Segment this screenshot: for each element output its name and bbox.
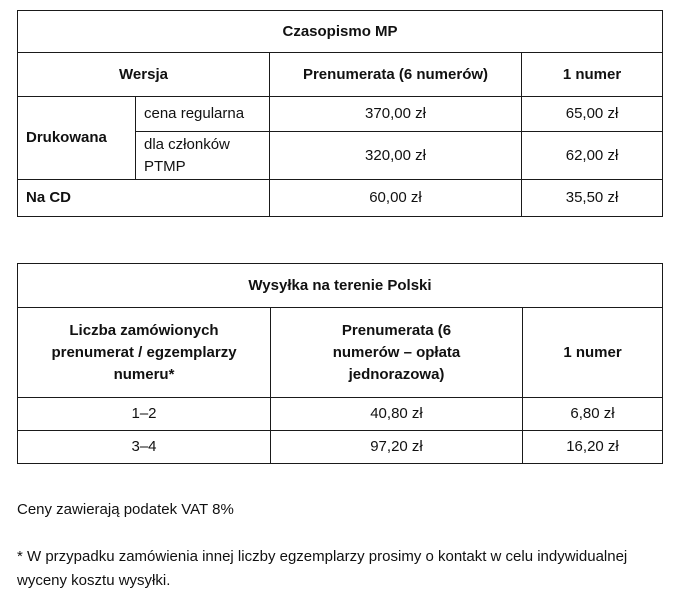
header-subscription: Prenumerata (6 numerów) bbox=[270, 53, 522, 97]
cell-shipping-subscription: 97,20 zł bbox=[271, 431, 523, 464]
cell-order-count: 1–2 bbox=[18, 398, 271, 431]
cell-shipping-single: 16,20 zł bbox=[523, 431, 663, 464]
cell-single-price: 62,00 zł bbox=[522, 132, 663, 180]
header-order-count: Liczba zamówionych prenumerat / egzemplarzy numeru* bbox=[18, 308, 271, 398]
cell-subscription-price: 320,00 zł bbox=[270, 132, 522, 180]
row-group-cd: Na CD bbox=[18, 180, 270, 217]
price-table bbox=[17, 10, 663, 217]
header-shipping-single: 1 numer bbox=[523, 308, 663, 398]
cell-order-count: 3–4 bbox=[18, 431, 271, 464]
cell-single-price: 65,00 zł bbox=[522, 97, 663, 132]
vat-note: Ceny zawierają podatek VAT 8% bbox=[17, 501, 234, 518]
row-variant-regular: cena regularna bbox=[136, 97, 270, 132]
footnote: * W przypadku zamówienia innej liczby egzemplarzy prosimy o kontakt w celu indywidualnej wyceny kosztu wysyłki. bbox=[17, 548, 628, 589]
shipping-table bbox=[17, 263, 663, 464]
row-variant-member: dla członków PTMP bbox=[136, 132, 270, 180]
header-shipping-subscription: Prenumerata (6 numerów – opłata jednorazowa) bbox=[271, 308, 523, 398]
cell-shipping-subscription: 40,80 zł bbox=[271, 398, 523, 431]
cell-subscription-price: 60,00 zł bbox=[270, 180, 522, 217]
price-table-title: Czasopismo MP bbox=[18, 11, 663, 53]
cell-shipping-single: 6,80 zł bbox=[523, 398, 663, 431]
cell-subscription-price: 370,00 zł bbox=[270, 97, 522, 132]
header-single-issue: 1 numer bbox=[522, 53, 663, 97]
header-version: Wersja bbox=[18, 53, 270, 97]
row-group-printed: Drukowana bbox=[18, 97, 136, 180]
cell-single-price: 35,50 zł bbox=[522, 180, 663, 217]
shipping-table-title: Wysyłka na terenie Polski bbox=[18, 264, 663, 308]
